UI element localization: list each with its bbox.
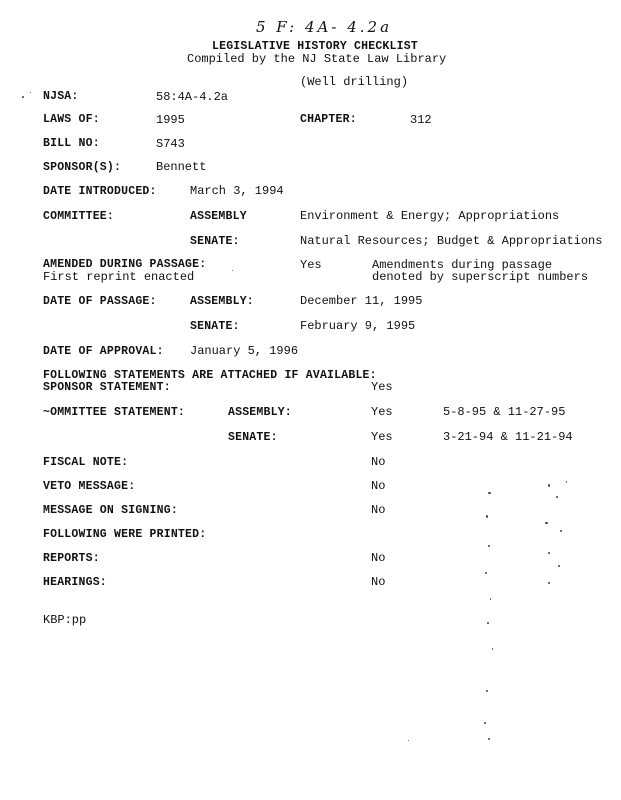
laws-label: LAWS OF: bbox=[43, 113, 100, 126]
reports-value: No bbox=[371, 551, 386, 565]
committee-statement-senate-dates: 3-21-94 & 11-21-94 bbox=[443, 430, 573, 444]
laws-value: 1995 bbox=[156, 113, 185, 127]
handwritten-reference: 5 F: 4A- 4.2a bbox=[256, 18, 393, 36]
fiscal-note-value: No bbox=[371, 455, 386, 469]
sponsor-statement-label: SPONSOR STATEMENT: bbox=[43, 381, 171, 394]
committee-statement-assembly-label: ASSEMBLY: bbox=[228, 406, 292, 419]
signing-message-label: MESSAGE ON SIGNING: bbox=[43, 504, 178, 517]
veto-message-value: No bbox=[371, 479, 386, 493]
hearings-label: HEARINGS: bbox=[43, 576, 107, 589]
sponsor-statement-value: Yes bbox=[371, 380, 393, 394]
committee-senate-label: SENATE: bbox=[190, 235, 240, 248]
sponsor-value: Bennett bbox=[156, 160, 207, 174]
passage-senate-label: SENATE: bbox=[190, 320, 240, 333]
njsa-value: 58:4A-4.2a bbox=[156, 90, 229, 104]
committee-senate-value: Natural Resources; Budget & Appropriations bbox=[300, 234, 603, 248]
committee-statement-senate-value: Yes bbox=[371, 430, 393, 444]
passage-label: DATE OF PASSAGE: bbox=[43, 295, 157, 308]
printed-heading: FOLLOWING WERE PRINTED: bbox=[43, 528, 207, 541]
committee-statement-senate-label: SENATE: bbox=[228, 431, 278, 444]
committee-assembly-value: Environment & Energy; Appropriations bbox=[300, 209, 560, 223]
approval-value: January 5, 1996 bbox=[190, 344, 299, 358]
amended-sub: First reprint enacted bbox=[43, 270, 195, 284]
hearings-value: No bbox=[371, 575, 386, 589]
amended-note-line2: denoted by superscript numbers bbox=[372, 270, 589, 284]
committee-statement-label: ~OMMITTEE STATEMENT: bbox=[43, 406, 186, 419]
reports-label: REPORTS: bbox=[43, 552, 100, 565]
fiscal-note-label: FISCAL NOTE: bbox=[43, 456, 129, 469]
sponsor-label: SPONSOR(S): bbox=[43, 161, 122, 174]
committee-label: COMMITTEE: bbox=[43, 210, 115, 223]
bill-value: S743 bbox=[156, 137, 185, 151]
statements-heading: FOLLOWING STATEMENTS ARE ATTACHED IF AVAILABLE: bbox=[43, 369, 377, 382]
veto-message-label: VETO MESSAGE: bbox=[43, 480, 136, 493]
introduced-label: DATE INTRODUCED: bbox=[43, 185, 157, 198]
chapter-value: 312 bbox=[410, 113, 432, 127]
passage-assembly-label: ASSEMBLY: bbox=[190, 295, 254, 308]
committee-statement-assembly-value: Yes bbox=[371, 405, 393, 419]
amended-label: AMENDED DURING PASSAGE: bbox=[43, 258, 207, 271]
amended-value: Yes bbox=[300, 258, 322, 272]
document-subtitle: Compiled by the NJ State Law Library bbox=[187, 52, 447, 66]
approval-label: DATE OF APPROVAL: bbox=[43, 345, 164, 358]
bill-label: BILL NO: bbox=[43, 137, 100, 150]
njsa-label: NJSA: bbox=[43, 90, 79, 103]
signing-message-value: No bbox=[371, 503, 386, 517]
introduced-value: March 3, 1994 bbox=[190, 184, 284, 198]
committee-assembly-label: ASSEMBLY bbox=[190, 210, 247, 223]
topic-note: (Well drilling) bbox=[300, 75, 409, 89]
chapter-label: CHAPTER: bbox=[300, 113, 357, 126]
passage-assembly-value: December 11, 1995 bbox=[300, 294, 423, 308]
passage-senate-value: February 9, 1995 bbox=[300, 319, 416, 333]
document-title: LEGISLATIVE HISTORY CHECKLIST bbox=[212, 40, 418, 53]
footer-initials: KBP:pp bbox=[43, 613, 87, 627]
committee-statement-assembly-dates: 5-8-95 & 11-27-95 bbox=[443, 405, 566, 419]
amended-note-line1: Amendments during passage bbox=[372, 258, 553, 272]
